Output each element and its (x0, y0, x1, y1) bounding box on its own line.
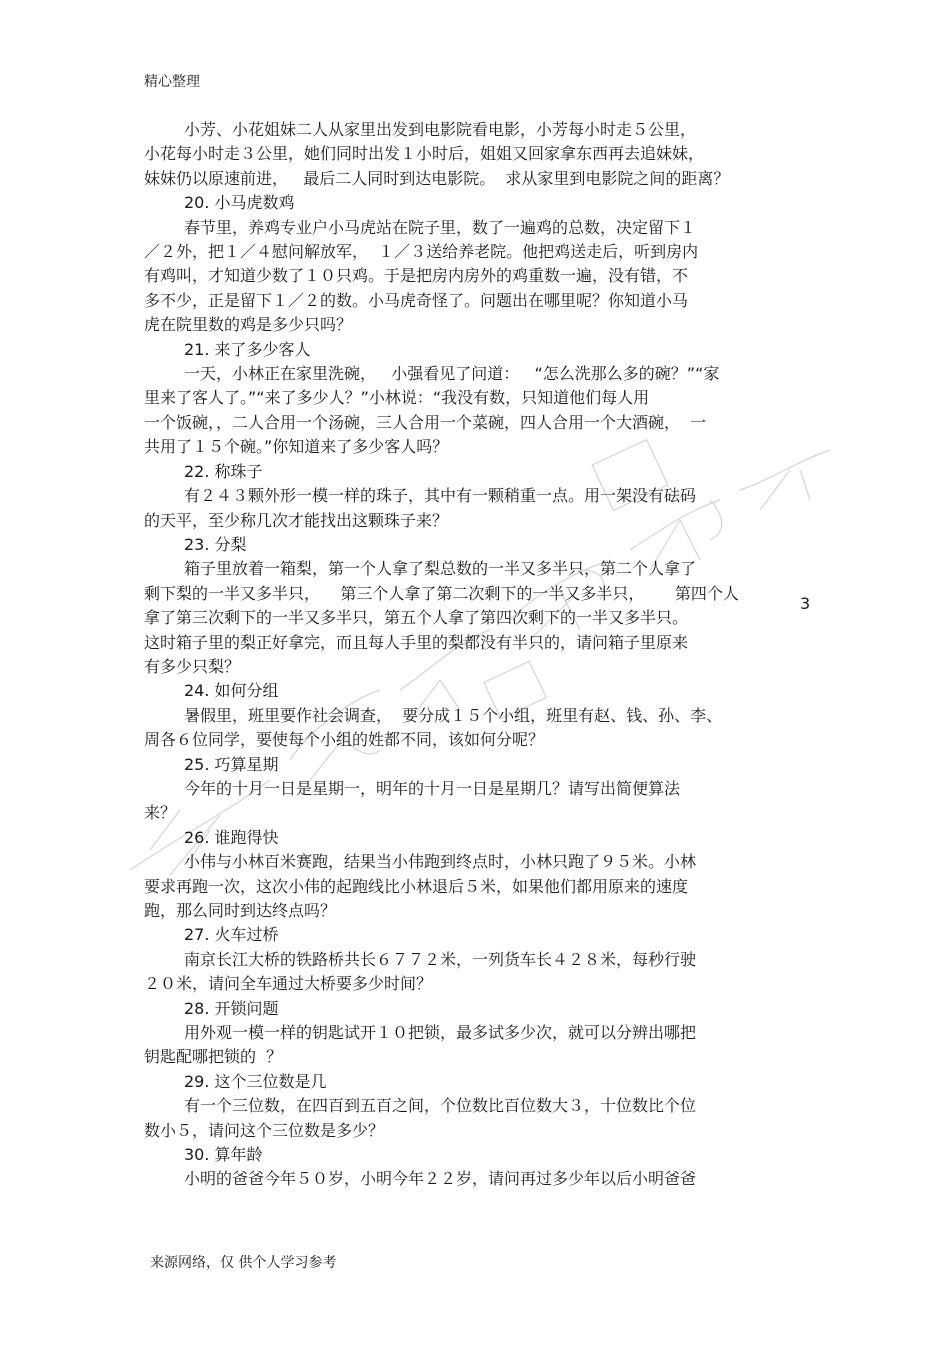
text-line: 用外观一模一样的钥匙试开１０把锁，最多试多少次，就可以分辨出哪把 (184, 1023, 697, 1043)
text-line: 有２４３颗外形一模一样的珠子，其中有一颗稍重一点。用一架没有砝码 (184, 486, 697, 506)
text-line: 有一个三位数，在四百到五百之间，个位数比百位数大３，十位数比个位 (184, 1096, 697, 1116)
problem-title: 21. 来了多少客人 (184, 339, 311, 359)
text-line: ２０米，请问全车通过大桥要多少时间？ (144, 974, 433, 994)
paragraph (144, 557, 824, 679)
text-line: 南京长江大桥的铁路桥共长６７７２米，一列货车长４２８米，每秒行驶 (184, 949, 697, 969)
text-line: 春节里，养鸡专业户小马虎站在院子里，数了一遍鸡的总数，决定留下１ (184, 217, 697, 237)
paragraph (144, 1167, 824, 1191)
problem-title: 27. 火车过桥 (184, 925, 279, 945)
problem-title: 28. 开锁问题 (184, 998, 279, 1018)
text-line: 箱子里放着一箱梨，第一个人拿了梨总数的一半又多半只，第二个人拿了 (184, 559, 697, 579)
text-line: 共用了１５个碗。”你知道来了多少客人吗？ (144, 437, 449, 457)
text-line: 小伟与小林百米赛跑，结果当小伟跑到终点时，小林只跑了９５米。小林 (184, 852, 697, 872)
paragraph (144, 777, 824, 826)
problem-title: 24. 如何分组 (184, 681, 279, 701)
paragraph (144, 118, 824, 191)
text-line: 跑，那么同时到达终点吗？ (144, 901, 337, 920)
text-line: 的天平，至少称几次才能找出这颗珠子来？ (144, 510, 449, 530)
text-line: 今年的十月一日是星期一，明年的十月一日是星期几？请写出简便算法 (184, 778, 681, 798)
text-line: 钥匙配哪把锁的 ？ (144, 1047, 283, 1067)
problem-title: 29. 这个三位数是几 (184, 1071, 327, 1091)
paragraph (144, 484, 824, 533)
paragraph (144, 850, 824, 923)
problem-title: 22. 称珠子 (184, 461, 263, 481)
problem-title: 25. 巧算星期 (184, 754, 279, 774)
paragraph (144, 216, 824, 338)
text-line: 一天，小林正在家里洗碗， 小强看见了问道： “怎么洗那么多的碗？”“家 (184, 364, 720, 384)
problem-title: 20. 小马虎数鸡 (184, 193, 295, 213)
problem-title: 30. 算年龄 (184, 1145, 263, 1165)
text-line: 一个饭碗，，二人合用一个汤碗，三人合用一个菜碗，四人合用一个大酒碗， 一 (144, 412, 707, 432)
text-line: 暑假里，班里要作社会调查， 要分成１５个小组，班里有赵、钱、孙、李、 (184, 705, 723, 725)
page-number: 3 (800, 594, 811, 613)
text-line: 小花每小时走３公里，她们同时出发１小时后，姐姐又回家拿东西再去追妹妹， (144, 144, 705, 164)
text-line: 这时箱子里的梨正好拿完，而且每人手里的梨都没有半只的，请问箱子里原来 (144, 632, 689, 652)
text-line: ／２外，把１／４慰问解放军， １／３送给养老院。他把鸡送走后，听到房内 (144, 242, 699, 262)
problem-title: 23. 分梨 (184, 534, 247, 554)
problem-title: 26. 谁跑得快 (184, 827, 279, 847)
text-line: 里来了客人了。”“来了多少人？”小林说：“我没有数，只知道他们每人用 (144, 388, 650, 408)
paragraph (144, 948, 824, 997)
paragraph (144, 1094, 824, 1143)
text-line: 妹妹仍以原速前进， 最后二人同时到达电影院。 求从家里到电影院之间的距离？ (144, 168, 730, 188)
text-line: 小明的爸爸今年５０岁，小明今年２２岁，请问再过多少年以后小明爸爸 (184, 1169, 697, 1189)
text-line: 数小５，请问这个三位数是多少？ (144, 1120, 385, 1140)
paragraph (144, 704, 824, 753)
text-line: 小芳、小花姐妹二人从家里出发到电影院看电影，小芳每小时走５公里， (184, 120, 697, 139)
text-line: 周各６位同学，要使每个小组的姓都不同，该如何分呢？ (144, 730, 545, 750)
text-line: 拿了第三次剩下的一半又多半只，第五个人拿了第四次剩下的一半又多半只。 (144, 608, 689, 628)
text-line: 剩下梨的一半又多半只， 第三个人拿了第二次剩下的一半又多半只， 第四个人 (144, 583, 739, 603)
paragraph (144, 362, 824, 460)
text-line: 要求再跑一次，这次小伟的起跑线比小林退后５米，如果他们都用原来的速度 (144, 876, 689, 896)
document-body (144, 118, 824, 1192)
page-footer: 来源网络，仅 供个人学习参考 (150, 1255, 337, 1271)
text-line: 虎在院里数的鸡是多少只吗？ (144, 315, 353, 335)
page-header: 精心整理 (144, 74, 200, 90)
text-line: 有多少只梨？ (144, 656, 241, 676)
text-line: 多不少，正是留下１／２的数。小马虎奇怪了。问题出在哪里呢？你知道小马 (144, 290, 689, 310)
paragraph (144, 1021, 824, 1070)
text-line: 有鸡叫，才知道少数了１０只鸡。于是把房内房外的鸡重数一遍，没有错，不 (144, 266, 689, 286)
text-line: 来？ (144, 803, 177, 823)
